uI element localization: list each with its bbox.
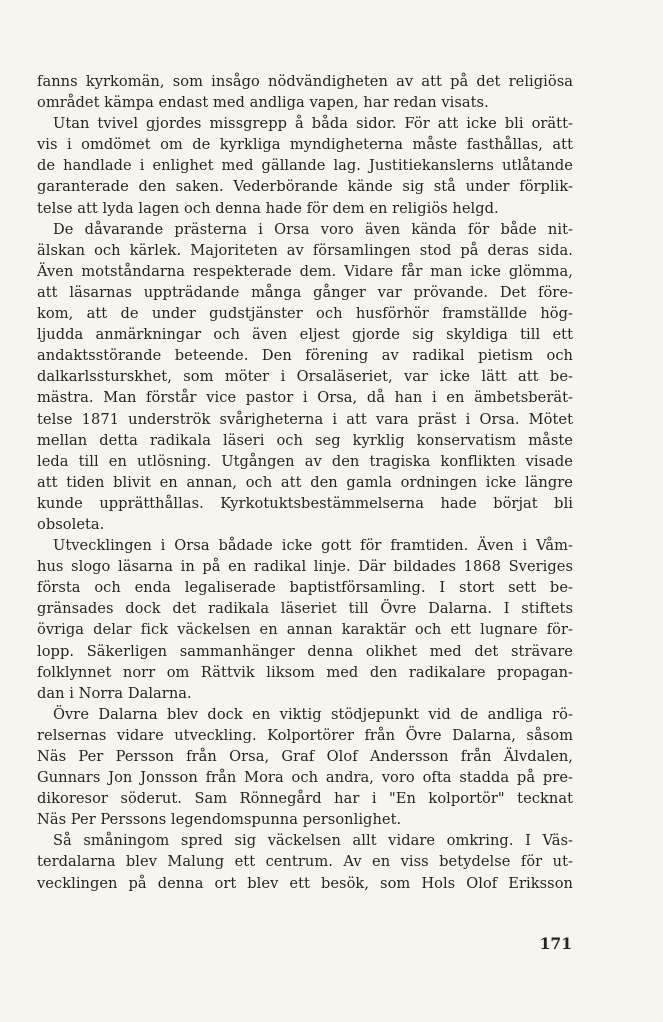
paragraph <box>37 704 573 831</box>
text-line: gränsades dock det radikala läseriet till Övre Dalarna. I stiftets <box>37 600 573 618</box>
text-line: kom, att de under gudstjänster och husförhör framställde hög- <box>37 305 573 323</box>
text-line: hus slogo läsarna in på en radikal linje. Där bildades 1868 Sveriges <box>37 558 573 576</box>
text-line: ljudda anmärkningar och även eljest gjorde sig skyldiga till ett <box>37 326 573 344</box>
text-line: Så småningom spred sig väckelsen allt vidare omkring. I Väs- <box>53 832 573 850</box>
text-line: terdalarna blev Malung ett centrum. Av en viss betydelse för ut- <box>37 853 573 871</box>
body-text <box>37 71 573 894</box>
text-line: fanns kyrkomän, som insågo nödvändigheten av att på det religiösa <box>37 73 573 90</box>
text-line: mästra. Man förstår vice pastor i Orsa, då han i en ämbetsberät- <box>37 389 573 407</box>
text-line: garanterade den saken. Vederbörande kände sig stå under förplik- <box>37 178 573 196</box>
text-line: området kämpa endast med andliga vapen, har redan visats. <box>37 94 489 112</box>
text-line: De dåvarande prästerna i Orsa voro även kända för både nit- <box>53 220 573 238</box>
text-line: Övre Dalarna blev dock en viktig stödjepunkt vid de andliga rö- <box>53 705 573 723</box>
text-line: relsernas vidare utveckling. Kolportörer från Övre Dalarna, såsom <box>37 726 573 744</box>
text-line: dikoresor söderut. Sam Rönnegård har i "En kolportör" tecknat <box>37 790 573 808</box>
text-line: att läsarnas uppträdande många gånger var prövande. Det före- <box>37 283 573 301</box>
text-line: mellan detta radikala läseri och seg kyrklig konservatism måste <box>37 431 573 449</box>
text-line: leda till en utlösning. Utgången av den tragiska konflikten visade <box>37 452 573 470</box>
paragraph <box>37 219 573 535</box>
text-line: vecklingen på denna ort blev ett besök, som Hols Olof Eriksson <box>37 874 573 892</box>
text-line: Utan tvivel gjordes missgrepp å båda sidor. För att icke bli orätt- <box>53 115 573 133</box>
text-line: dan i Norra Dalarna. <box>37 684 192 702</box>
text-line: övriga delar fick väckelsen en annan karaktär och ett lugnare för- <box>37 621 573 639</box>
paragraph <box>37 113 573 218</box>
text-line: Gunnars Jon Jonsson från Mora och andra, voro ofta stadda på pre- <box>37 769 573 787</box>
text-line: Näs Per Persson från Orsa, Graf Olof Andersson från Älvdalen, <box>37 748 573 765</box>
text-line: obsoleta. <box>37 515 105 533</box>
text-line: dalkarlssturskhet, som möter i Orsaläseriet, var icke lätt att be- <box>37 368 573 386</box>
text-line: lopp. Säkerligen sammanhänger denna olikhet med det strävare <box>37 642 573 660</box>
text-line: kunde upprätthållas. Kyrkotuktsbestämmelserna hade börjat bli <box>37 494 573 512</box>
text-line: Utvecklingen i Orsa bådade icke gott för framtiden. Även i Våm- <box>53 537 573 555</box>
text-line: första och enda legaliserade baptistförsamling. I stort sett be- <box>37 579 573 597</box>
text-line: vis i omdömet om de kyrkliga myndigheterna måste fasthållas, att <box>37 136 573 154</box>
text-line: Även motståndarna respekterade dem. Vidare får man icke glömma, <box>37 262 573 280</box>
text-line: de handlade i enlighet med gällande lag. Justitiekanslerns utlåtande <box>37 157 573 175</box>
text-line: folklynnet norr om Rättvik liksom med den radikalare propagan- <box>37 663 573 681</box>
page-number: 171 <box>539 934 572 953</box>
text-line: älskan och kärlek. Majoriteten av församlingen stod på deras sida. <box>37 241 573 259</box>
text-line: Näs Per Perssons legendomspunna personlighet. <box>37 811 402 829</box>
text-line: telse 1871 underströk svårigheterna i att vara präst i Orsa. Mötet <box>37 410 573 428</box>
paragraph <box>37 71 573 113</box>
text-line: att tiden blivit en annan, och att den gamla ordningen icke längre <box>37 473 573 491</box>
paragraph <box>37 830 573 893</box>
paragraph <box>37 535 573 704</box>
text-line: andaktsstörande beteende. Den förening av radikal pietism och <box>37 347 573 365</box>
text-line: telse att lyda lagen och denna hade för dem en religiös helgd. <box>37 199 499 217</box>
